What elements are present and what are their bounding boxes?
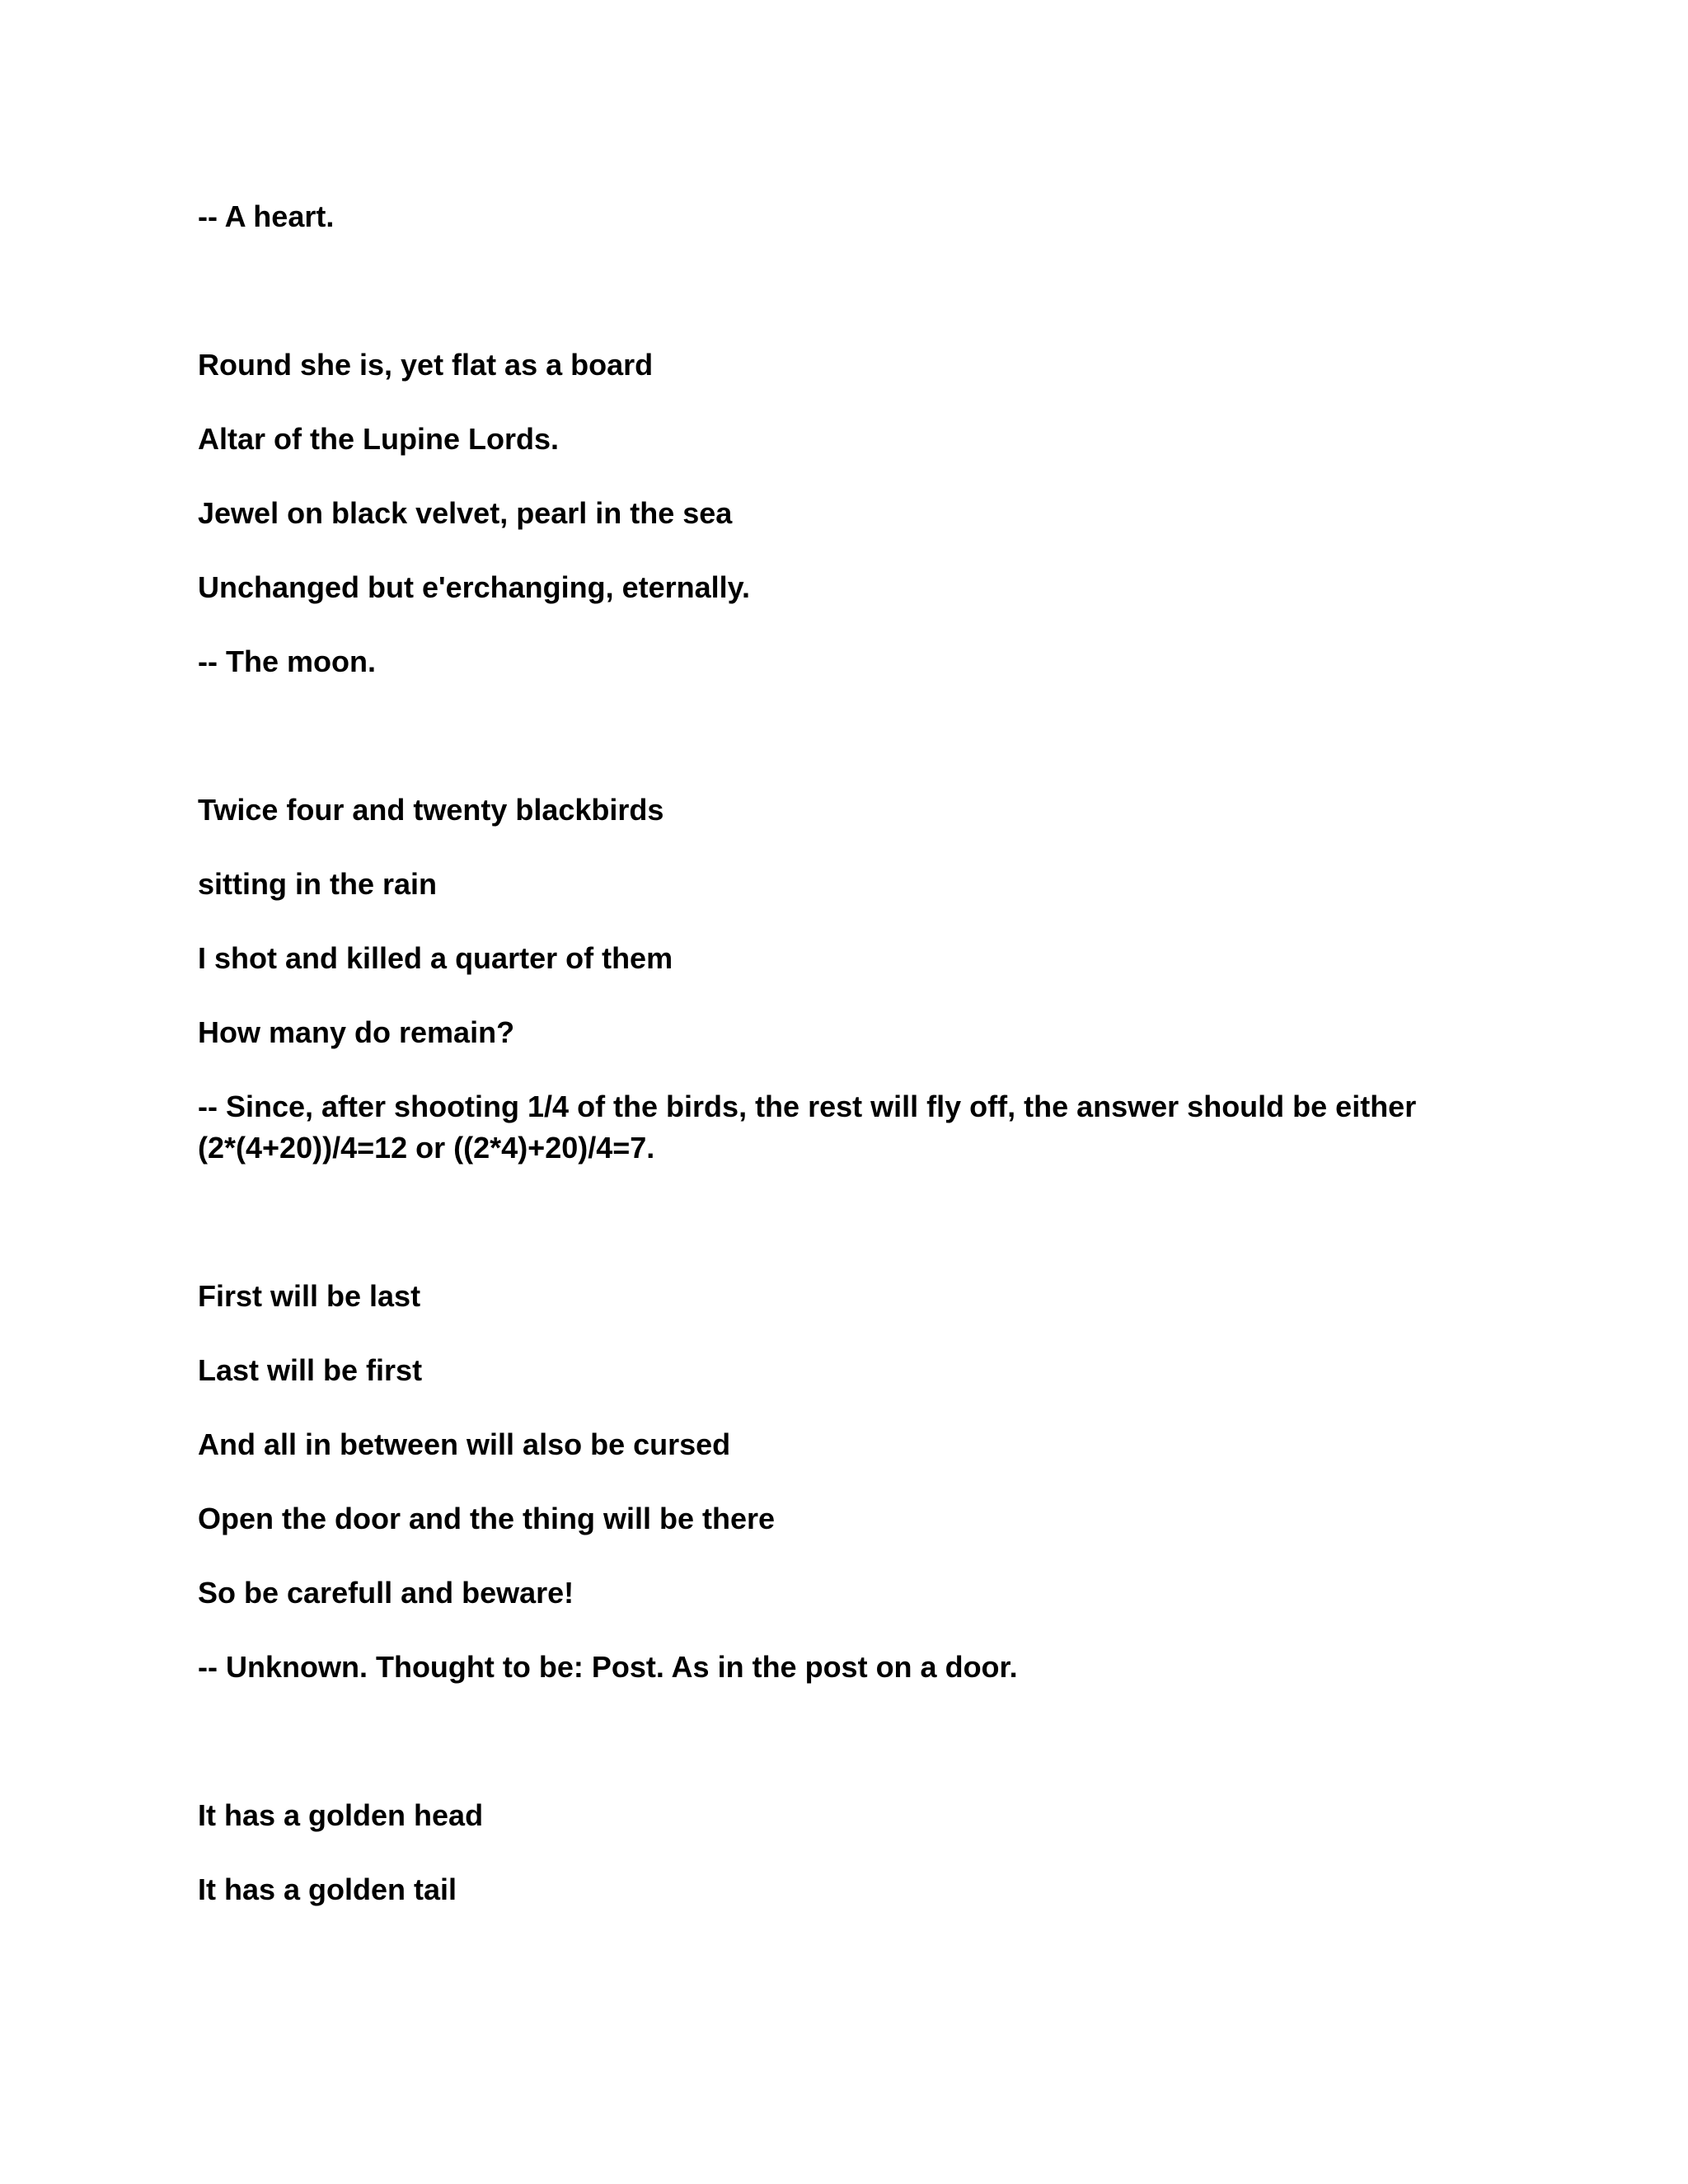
riddle-line: Round she is, yet flat as a board	[198, 348, 654, 382]
riddle-line: sitting in the rain	[198, 867, 438, 901]
riddle-line: It has a golden tail	[198, 1872, 457, 1906]
riddle-answer-line: (2*(4+20))/4=12 or ((2*4)+20)/4=7.	[198, 1131, 655, 1165]
riddle-line: Altar of the Lupine Lords.	[198, 422, 559, 456]
riddle-answer: -- Unknown. Thought to be: Post. As in the post on a door.	[198, 1650, 1018, 1684]
riddle-line: Twice four and twenty blackbirds	[198, 793, 664, 827]
paragraph-gap	[198, 270, 1484, 344]
riddle-line: It has a golden head	[198, 1798, 484, 1832]
riddle-line: And all in between will also be cursed	[198, 1427, 731, 1461]
riddle-line: So be carefull and beware!	[198, 1576, 574, 1610]
riddle-answer-line: -- Since, after shooting 1/4 of the birds, the rest will fly off, the answer should be either	[198, 1090, 1417, 1123]
document-body	[198, 196, 1484, 1943]
riddle-line: Open the door and the thing will be there	[198, 1502, 776, 1535]
paragraph-gap	[198, 715, 1484, 790]
riddle-line: Last will be first	[198, 1353, 423, 1387]
riddle-line: Unchanged but e'erchanging, eternally.	[198, 570, 751, 604]
paragraph-gap	[198, 1202, 1484, 1276]
riddle-line: How many do remain?	[198, 1015, 515, 1049]
paragraph-gap	[198, 1721, 1484, 1795]
riddle-line: Jewel on black velvet, pearl in the sea	[198, 496, 733, 530]
riddle-answer	[198, 1086, 1484, 1169]
riddle-answer: -- The moon.	[198, 644, 376, 678]
riddle-line: I shot and killed a quarter of them	[198, 941, 673, 975]
riddle-line: First will be last	[198, 1279, 421, 1313]
riddle-answer: -- A heart.	[198, 199, 335, 233]
